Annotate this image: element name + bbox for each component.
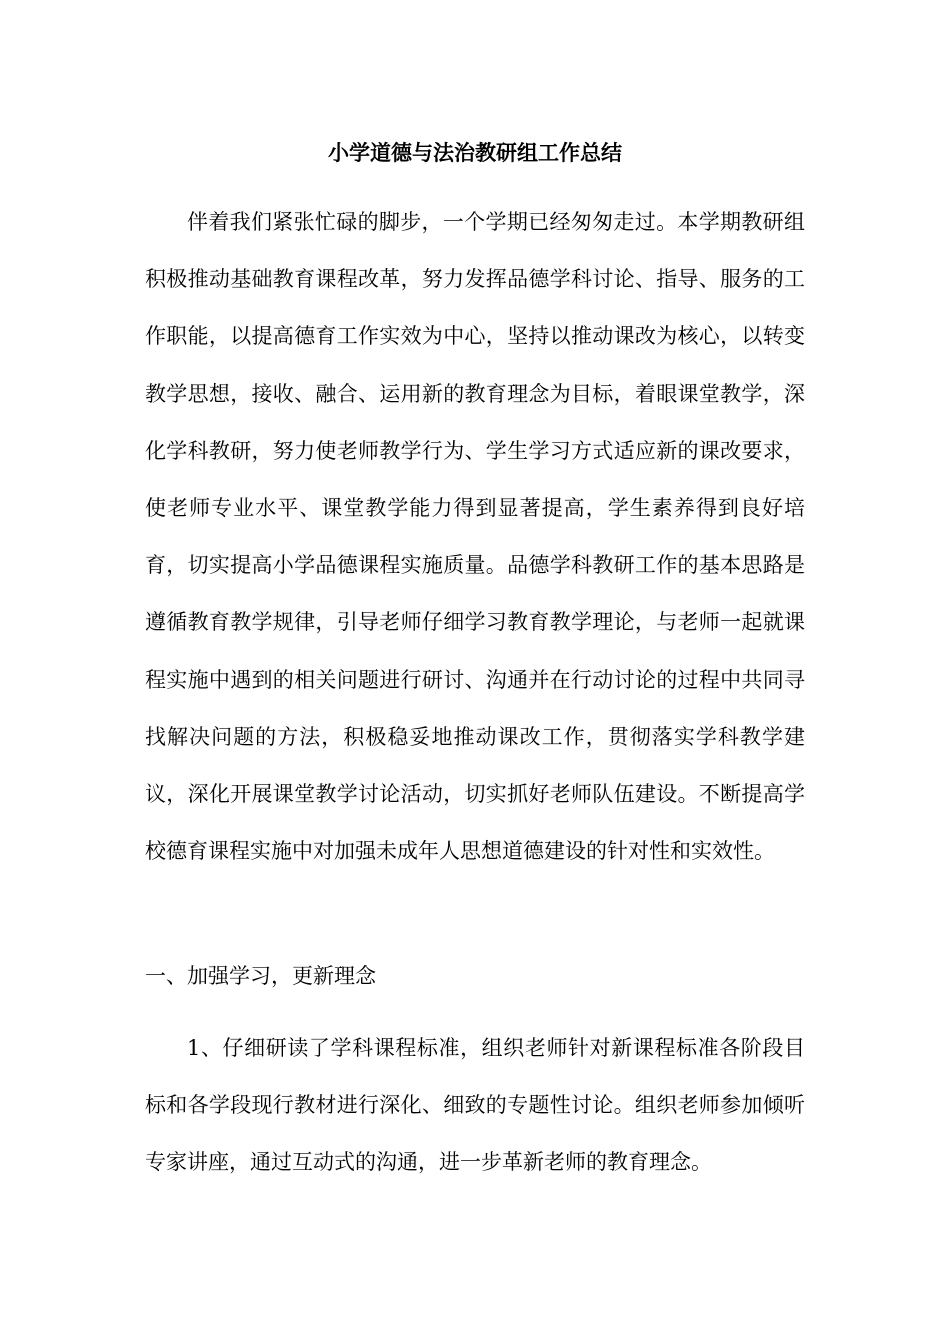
document-title: 小学道德与法治教研组工作总结 [328, 140, 622, 165]
section-heading: 一、加强学习，更新理念 [145, 964, 376, 988]
section-item-paragraph: 1、仔细研读了学科课程标准，组织老师针对新课程标准各阶段目标和各学段现行教材进行深化、细致的专题性讨论。组织老师参加倾听专家讲座，通过互动式的沟通，进一步革新老师的教育理念。 [145, 1036, 805, 1175]
intro-paragraph: 伴着我们紧张忙碌的脚步，一个学期已经匆匆走过。本学期教研组积极推动基础教育课程改革，努力发挥品德学科讨论、指导、服务的工作职能，以提高德育工作实效为中心，坚持以推动课改为核心，以转变教学思想，接收、融合、运用新的教育理念为目标，着眼课堂教学，深化学科教研，努力使老师教学行为、学生学习方式适应新的课改要求，使老师专业水平、课堂教学能力得到显著提高，学生素养得到良好培育，切实提高小学品德课程实施质量。品德学科教研工作的基本思路是遵循教育教学规律，引导老师仔细学习教育教学理论，与老师一起就课程实施中遇到的相关问题进行研讨、沟通并在行动讨论的过程中共同寻找解决问题的方法，积极稳妥地推动课改工作，贯彻落实学科教学建议，深化开展课堂教学讨论活动，切实抓好老师队伍建设。不断提高学校德育课程实施中对加强未成年人思想道德建设的针对性和实效性。 [145, 210, 805, 864]
